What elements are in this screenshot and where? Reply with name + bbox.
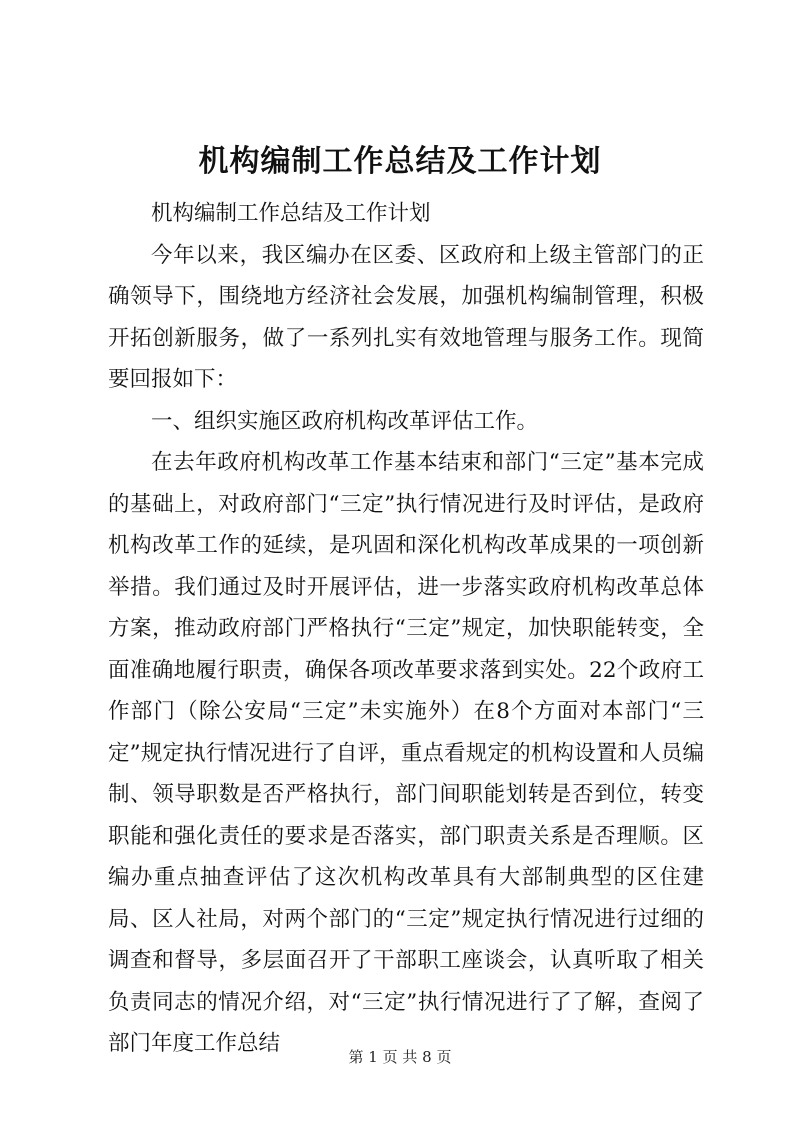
paragraph-intro: 今年以来，我区编办在区委、区政府和上级主管部门的正确领导下，围绕地方经济社会发展，加强机构编制管理，积极开拓创新服务，做了一系列扎实有效地管理与服务工作。现简要回报如下： (108, 242, 704, 392)
paragraph-section-1-body: 在去年政府机构改革工作基本结束和部门“三定”基本完成的基础上，对政府部门“三定”执行情况进行及时评估，是政府机构改革工作的延续，是巩固和深化机构改革成果的一项创新举措。我们通过及时开展评估，进一步落实政府机构改革总体方案，推动政府部门严格执行“三定”规定，加快职能转变，全面准确地履行职责，确保各项改革要求落到实处。22个政府工作部门（除公安局“三定”未实施外）在8个方面对本部门“三定”规定执行情况进行了自评，重点看规定的机构设置和人员编制、领导职数是否严格执行，部门间职能划转是否到位，转变职能和强化责任的要求是否落实，部门职责关系是否理顺。区编办重点抽查评估了这次机构改革具有大部制典型的区住建局、区人社局，对两个部门的“三定”规定执行情况进行过细的调查和督导，多层面召开了干部职工座谈会，认真听取了相关负责同志的情况介绍，对“三定”执行情况进行了了解，查阅了部门年度工作总结 (108, 450, 704, 1056)
document-body (108, 193, 704, 1065)
section-heading-1: 一、组织实施区政府机构改革评估工作。 (151, 408, 539, 434)
page-number-footer: 第 1 页 共 8 页 (348, 1048, 452, 1066)
document-title: 机构编制工作总结及工作计划 (198, 144, 602, 179)
paragraph-subtitle: 机构编制工作总结及工作计划 (151, 201, 431, 226)
